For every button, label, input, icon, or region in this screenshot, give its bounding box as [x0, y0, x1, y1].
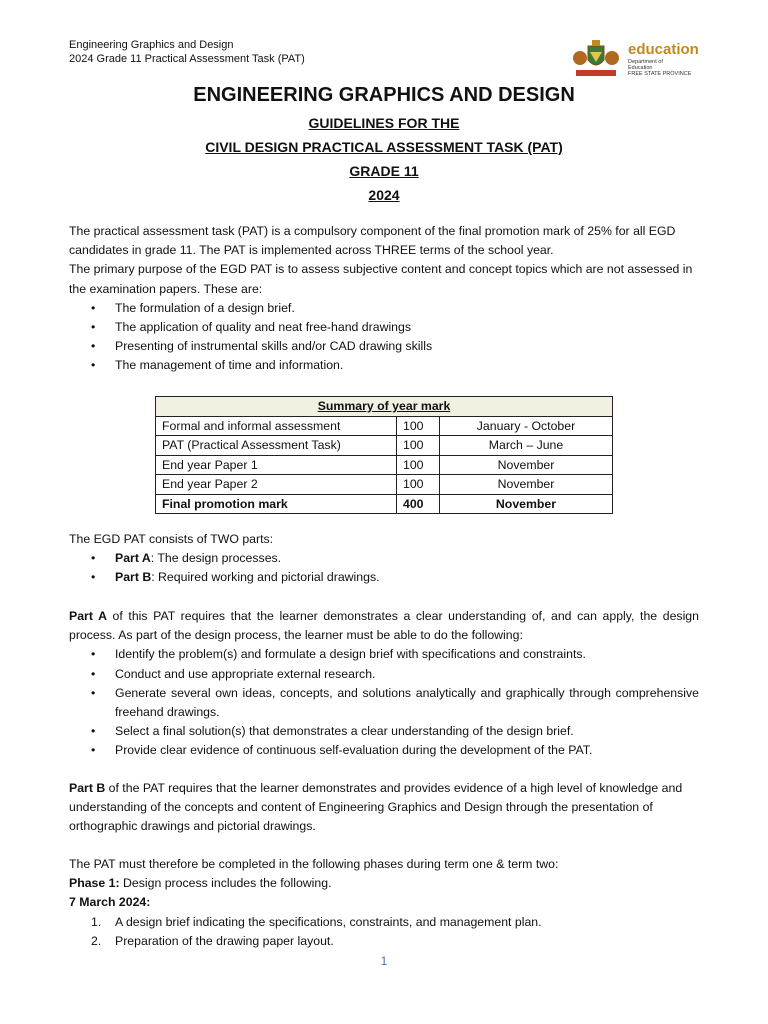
parts-intro: The EGD PAT consists of TWO parts:: [69, 532, 274, 546]
list-item: • Identify the problem(s) and formulate a design brief with specifications and constraints.: [69, 645, 699, 664]
header-subject: Engineering Graphics and Design: [69, 39, 234, 51]
coat-of-arms-icon: [568, 38, 624, 80]
phases-intro: The PAT must therefore be completed in the following phases during term one & term two:: [69, 857, 559, 871]
table-row: End year Paper 1 100 November: [156, 455, 613, 475]
list-item: • Provide clear evidence of continuous self-evaluation during the development of the PAT.: [69, 741, 699, 760]
document-title: ENGINEERING GRAPHICS AND DESIGN: [193, 84, 575, 106]
list-item: • The application of quality and neat free-hand drawings: [69, 318, 699, 337]
intro-paragraph-1: The practical assessment task (PAT) is a compulsory component of the final promotion mark of 25% for all EGD candidates in grade 11. The PAT is implemented across THREE terms of the school year.: [69, 224, 676, 258]
subtitle-grade: GRADE 11: [349, 163, 419, 179]
list-item: • The formulation of a design brief.: [69, 299, 699, 318]
part-b-section: [69, 779, 699, 837]
list-item: • Generate several own ideas, concepts, and solutions analytically and graphically through comprehensive freehand drawings.: [69, 684, 699, 722]
assessed-topics-list: [69, 299, 699, 376]
table-heading: Summary of year mark: [156, 397, 613, 417]
year-mark-summary-table: [155, 396, 613, 514]
page-number: 1: [380, 954, 388, 968]
table-row: Formal and informal assessment 100 January - October: [156, 416, 613, 436]
part-a-section: [69, 607, 699, 761]
intro-paragraph-2: The primary purpose of the EGD PAT is to assess subjective content and concept topics which are not assessed in the examination papers. These are:: [69, 262, 693, 296]
list-item: • Presenting of instrumental skills and/or CAD drawing skills: [69, 337, 699, 356]
running-header: [69, 38, 305, 66]
phase-1-list: [69, 913, 699, 951]
header-task: 2024 Grade 11 Practical Assessment Task (PAT): [69, 53, 305, 65]
parts-section: [69, 530, 699, 588]
education-logo: [568, 38, 703, 80]
phases-section: [69, 855, 699, 951]
list-item: 2. Preparation of the drawing paper layout.: [91, 933, 334, 948]
phase-1-date: 7 March 2024:: [69, 895, 151, 910]
list-item: • Part B: Required working and pictorial drawings.: [69, 568, 699, 587]
list-item: • Conduct and use appropriate external research.: [69, 665, 699, 684]
logo-department: Department of Education FREE STATE PROVINCE: [628, 59, 692, 77]
table-row: End year Paper 2 100 November: [156, 475, 613, 495]
part-a-list: [69, 645, 699, 760]
part-a-paragraph: Part A of this PAT requires that the learner demonstrates a clear understanding of, and can apply, the design process. As part of the design process, the learner must be able to do the following:: [69, 609, 699, 643]
list-item: • The management of time and information.: [69, 356, 699, 375]
table-total-row: Final promotion mark 400 November: [156, 494, 613, 514]
logo-wordmark: education: [628, 41, 699, 58]
list-item: • Part A: The design processes.: [69, 549, 699, 568]
part-b-paragraph: Part B of the PAT requires that the learner demonstrates and provides evidence of a high level of knowledge and understanding of the concepts and content of Engineering Graphics and Design through the presentation of orthographic drawings and pictorial drawings.: [69, 781, 683, 834]
subtitle-year: 2024: [368, 187, 400, 203]
subtitle-guidelines: GUIDELINES FOR THE: [308, 115, 460, 131]
list-item: • Select a final solution(s) that demonstrates a clear understanding of the design brief.: [69, 722, 699, 741]
list-item: 1. A design brief indicating the specifications, constraints, and management plan.: [91, 914, 542, 929]
intro-section: [69, 222, 699, 376]
parts-list: [69, 549, 699, 587]
subtitle-pat: CIVIL DESIGN PRACTICAL ASSESSMENT TASK (PAT): [205, 139, 563, 155]
phase-1-heading: Phase 1: Design process includes the following.: [69, 876, 332, 891]
table-row: PAT (Practical Assessment Task) 100 March – June: [156, 436, 613, 456]
